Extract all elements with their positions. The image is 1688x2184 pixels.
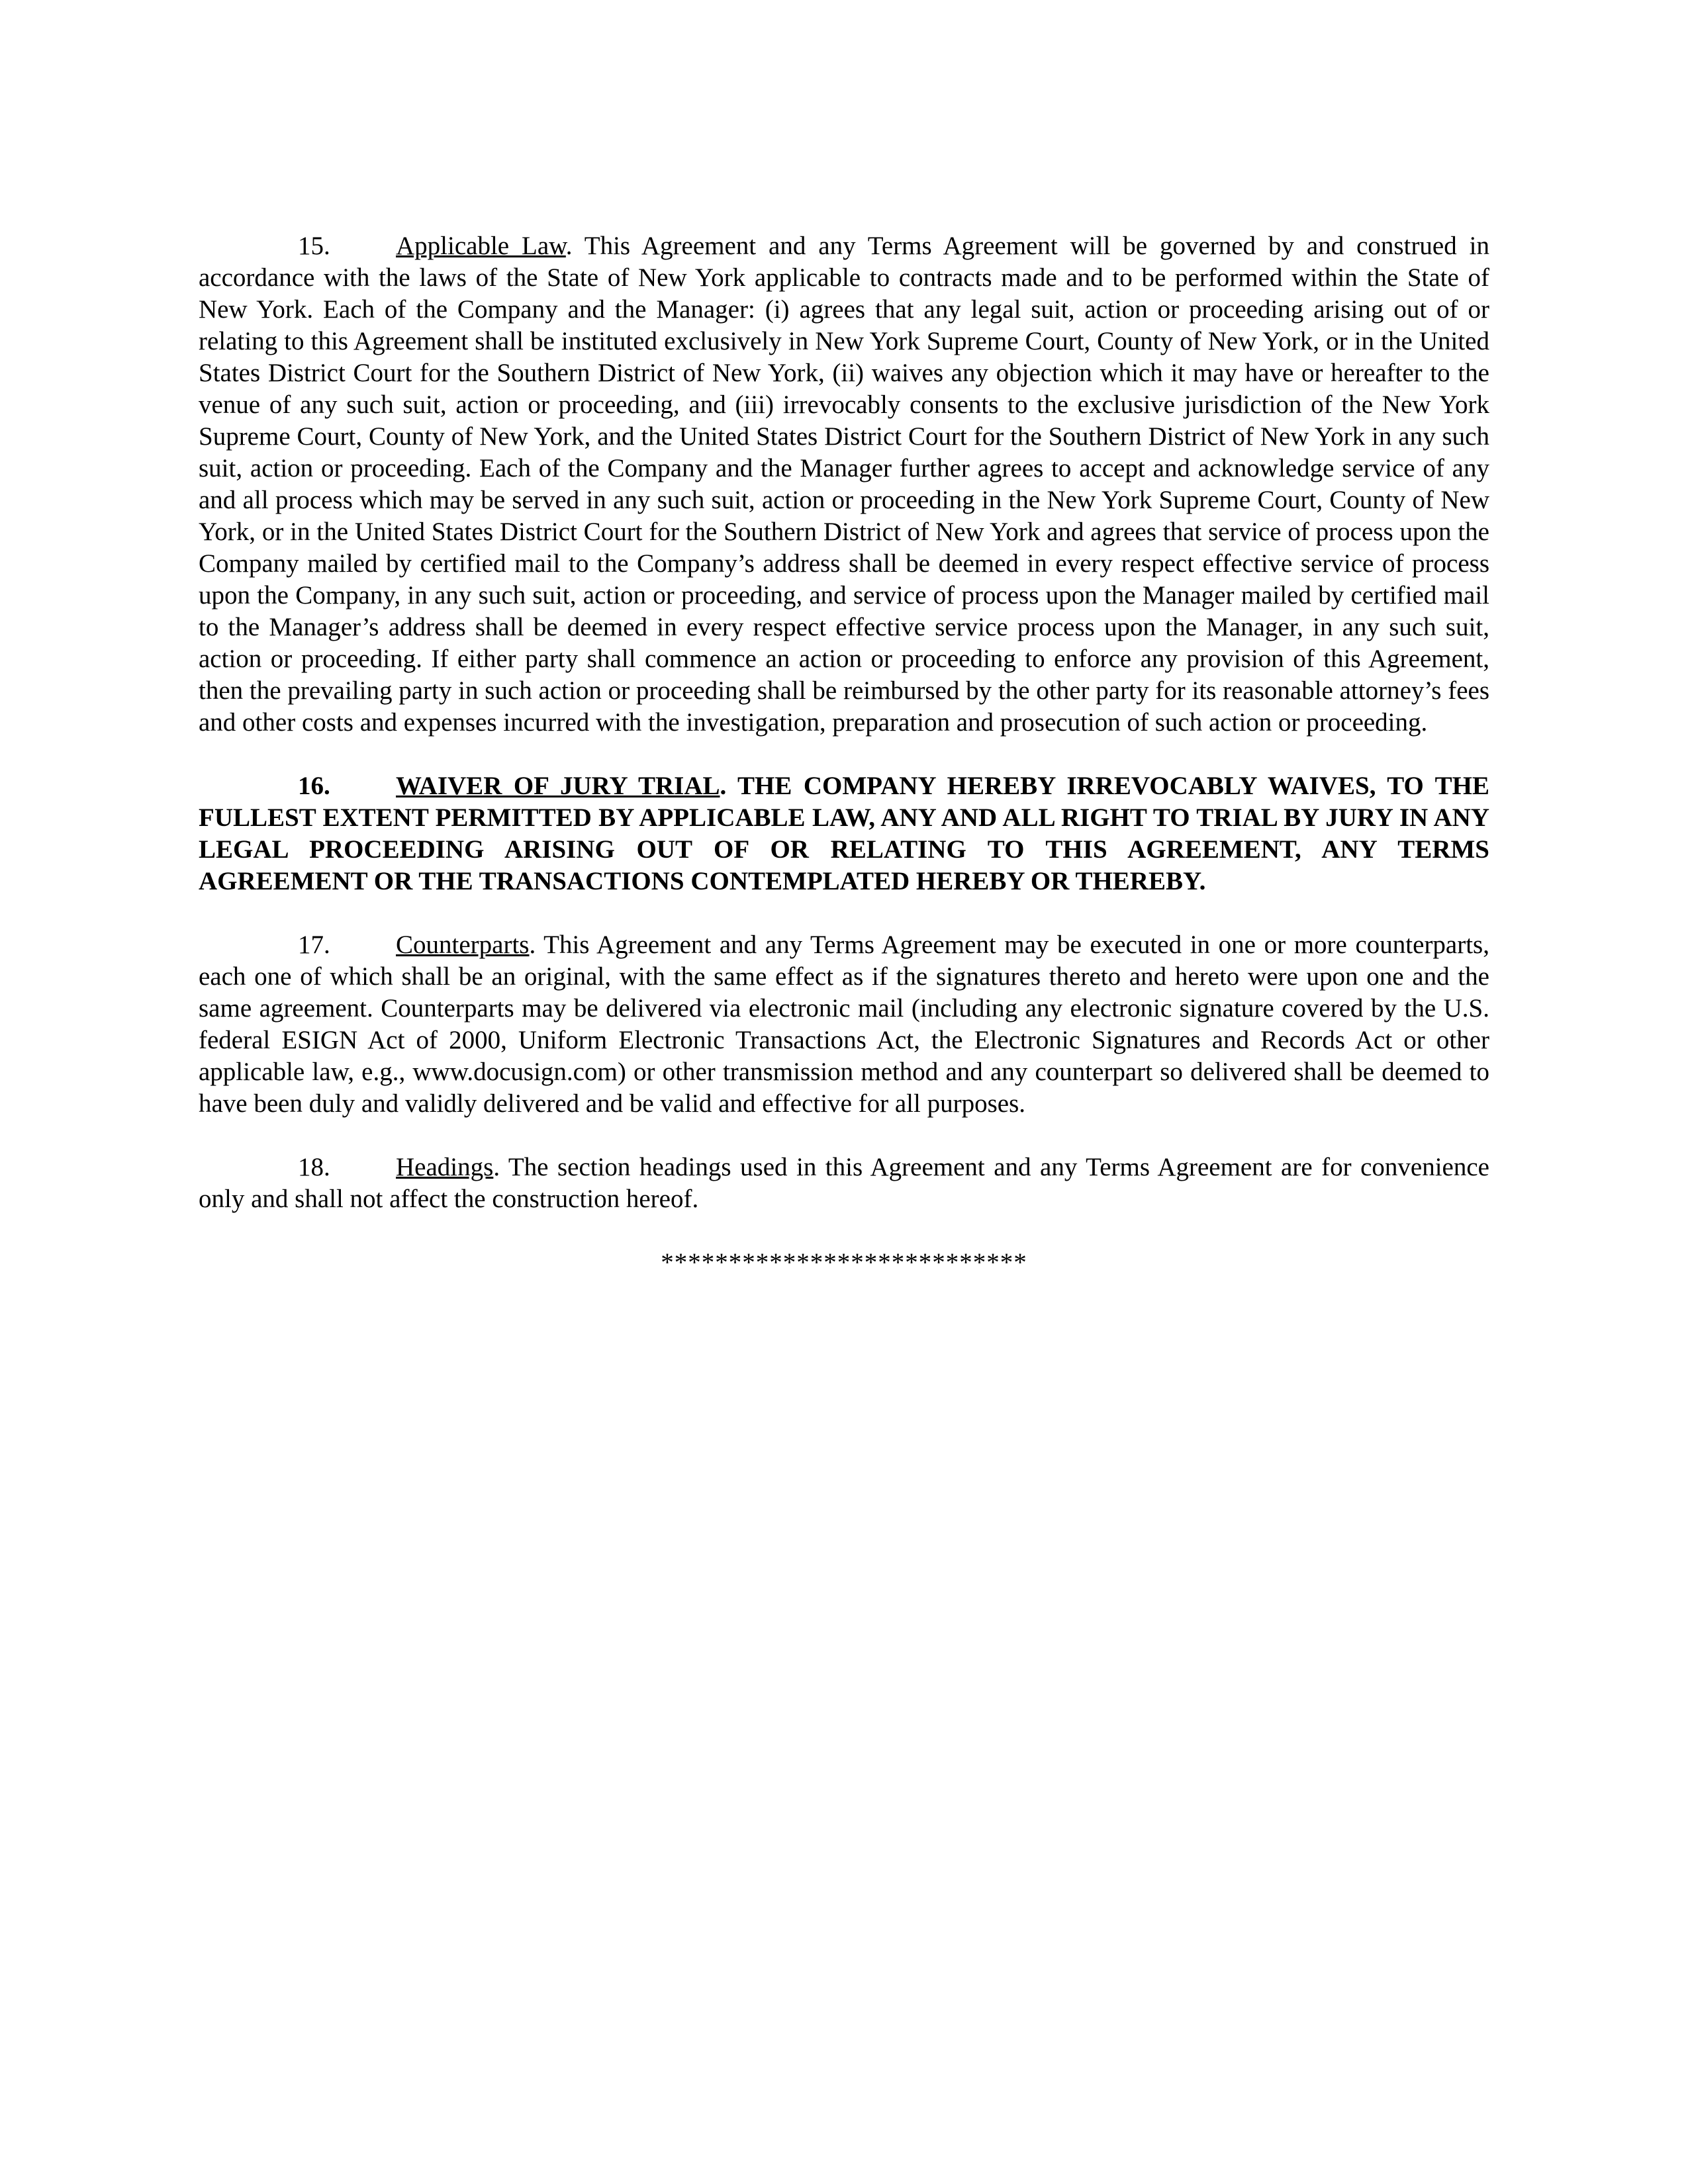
section-number: 15.	[298, 232, 330, 260]
section-15	[199, 230, 1489, 739]
section-number: 18.	[298, 1153, 330, 1181]
section-text: . This Agreement and any Terms Agreement will be governed by and construed in accordance with the laws of the State of New York applicable to contracts made and to be performed within the State of New York. Each of the Company and the Manager: (i) agrees that any legal suit, action or proceeding arising out of or relating to this Agreement shall be instituted exclusively in New York Supreme Court, County of New York, or in the United States District Court for the Southern District of New York, (ii) waives any objection which it may have or hereafter to the venue of any such suit, action or proceeding, and (iii) irrevocably consents to the exclusive jurisdiction of the New York Supreme Court, County of New York, and the United States District Court for the Southern District of New York in any such suit, action or proceeding. Each of the Company and the Manager further agrees to accept and acknowledge service of any and all process which may be served in any such suit, action or proceeding in the New York Supreme Court, County of New York, or in the United States District Court for the Southern District of New York and agrees that service of process upon the Company mailed by certified mail to the Company’s address shall be deemed in every respect effective service of process upon the Company, in any such suit, action or proceeding, and service of process upon the Manager mailed by certified mail to the Manager’s address shall be deemed in every respect effective service process upon the Manager, in any such suit, action or proceeding. If either party shall commence an action or proceeding to enforce any provision of this Agreement, then the prevailing party in such action or proceeding shall be reimbursed by the other party for its reasonable attorney’s fees and other costs and expenses incurred with the investigation, preparation and prosecution of such action or proceeding.	[199, 232, 1489, 737]
section-17	[199, 929, 1489, 1120]
section-16	[199, 770, 1489, 897]
section-18	[199, 1152, 1489, 1215]
section-heading: WAIVER OF JURY TRIAL	[396, 772, 720, 800]
section-text: . The section headings used in this Agreement and any Terms Agreement are for convenience only and shall not affect the construction hereof.	[199, 1153, 1489, 1213]
section-heading: Counterparts	[396, 931, 530, 959]
section-heading: Applicable Law	[396, 232, 566, 260]
section-text: . This Agreement and any Terms Agreement may be executed in one or more counterparts, each one of which shall be an original, with the same effect as if the signatures thereto and hereto were upon one and the same agreement. Counterparts may be delivered via electronic mail (including any electronic signature covered by the U.S. federal ESIGN Act of 2000, Uniform Electronic Transactions Act, the Electronic Signatures and Records Act or other applicable law, e.g., www.docusign.com) or other transmission method and any counterpart so delivered shall be deemed to have been duly and validly delivered and be valid and effective for all purposes.	[199, 931, 1489, 1118]
section-number: 16.	[298, 772, 330, 800]
end-marker: ***************************	[661, 1248, 1027, 1277]
section-number: 17.	[298, 931, 330, 959]
section-heading: Headings	[396, 1153, 494, 1181]
document-page	[199, 230, 1489, 1279]
section-text: . THE COMPANY HEREBY IRREVOCABLY WAIVES, TO THE FULLEST EXTENT PERMITTED BY APPLICABLE LAW, ANY AND ALL RIGHT TO TRIAL BY JURY IN ANY LEGAL PROCEEDING ARISING OUT OF OR RELATING TO THIS AGREEMENT, ANY TERMS AGREEMENT OR THE TRANSACTIONS CONTEMPLATED HEREBY OR THEREBY.	[199, 772, 1490, 895]
